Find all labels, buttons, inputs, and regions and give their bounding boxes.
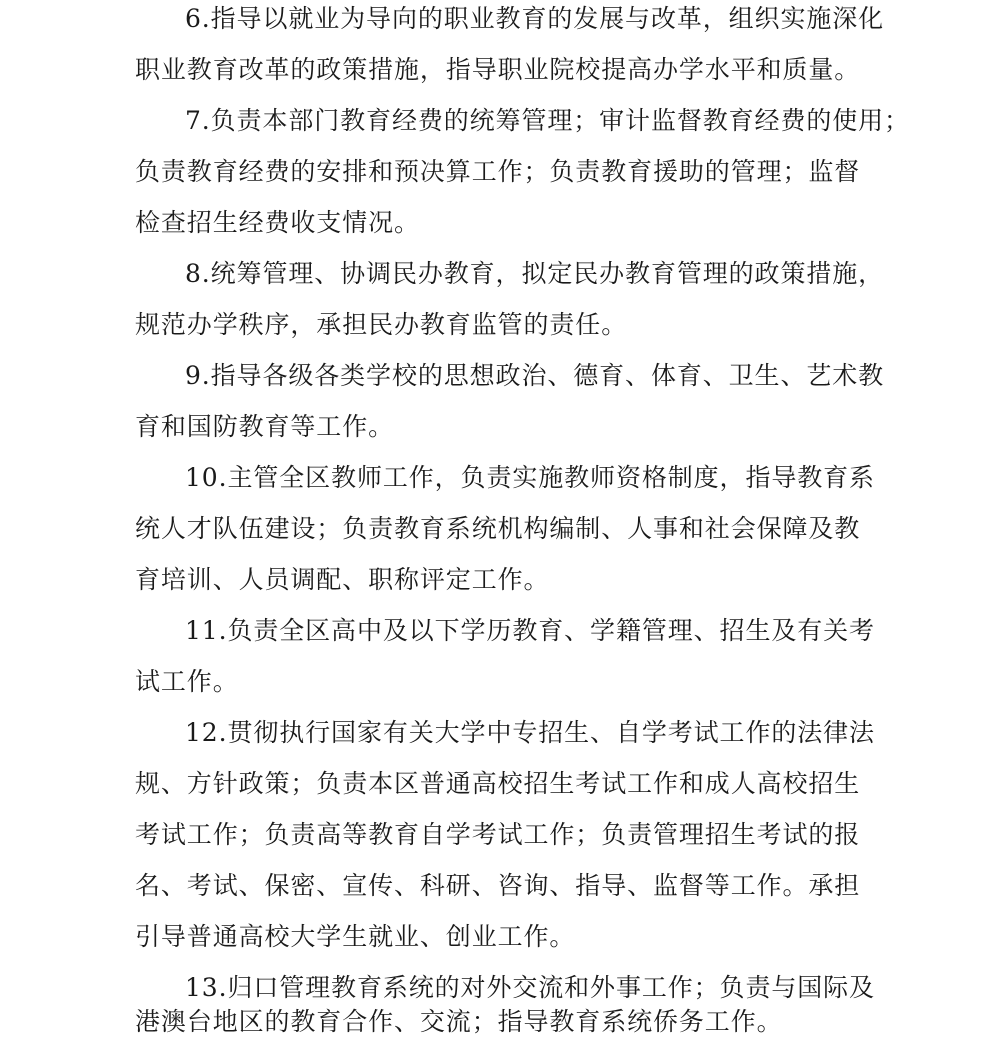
item-12-line-3: 考试工作；负责高等教育自学考试工作；负责管理招生考试的报 (135, 820, 861, 849)
item-6-line-1: 6.指导以就业为导向的职业教育的发展与改革，组织实施深化 (185, 4, 885, 33)
item-11-line-2: 试工作。 (135, 667, 239, 696)
item-13-line-2: 港澳台地区的教育合作、交流；指导教育系统侨务工作。 (135, 1007, 783, 1036)
item-7-line-3: 检查招生经费收支情况。 (135, 208, 420, 237)
item-8-line-2: 规范办学秩序，承担民办教育监管的责任。 (135, 310, 628, 339)
item-7-line-1: 7.负责本部门教育经费的统筹管理；审计监督教育经费的使用； (185, 106, 910, 135)
item-11-line-1: 11.负责全区高中及以下学历教育、学籍管理、招生及有关考 (185, 616, 875, 645)
item-10-line-3: 育培训、人员调配、职称评定工作。 (135, 565, 550, 594)
item-9-line-2: 育和国防教育等工作。 (135, 412, 395, 441)
item-6-line-2: 职业教育改革的政策措施，指导职业院校提高办学水平和质量。 (135, 55, 861, 84)
item-12-line-5: 引导普通高校大学生就业、创业工作。 (135, 922, 576, 951)
item-7-line-2: 负责教育经费的安排和预决算工作；负责教育援助的管理；监督 (135, 157, 861, 186)
item-9-line-1: 9.指导各级各类学校的思想政治、德育、体育、卫生、艺术教 (185, 361, 885, 390)
item-10-line-2: 统人才队伍建设；负责教育系统机构编制、人事和社会保障及教 (135, 514, 861, 543)
item-12-line-2: 规、方针政策；负责本区普通高校招生考试工作和成人高校招生 (135, 769, 861, 798)
item-12-line-4: 名、考试、保密、宣传、科研、咨询、指导、监督等工作。承担 (135, 871, 861, 900)
item-10-line-1: 10.主管全区教师工作，负责实施教师资格制度，指导教育系 (185, 463, 875, 492)
item-8-line-1: 8.统筹管理、协调民办教育，拟定民办教育管理的政策措施， (185, 259, 885, 288)
item-13-line-1: 13.归口管理教育系统的对外交流和外事工作；负责与国际及 (185, 973, 875, 1002)
item-12-line-1: 12.贯彻执行国家有关大学中专招生、自学考试工作的法律法 (185, 718, 875, 747)
